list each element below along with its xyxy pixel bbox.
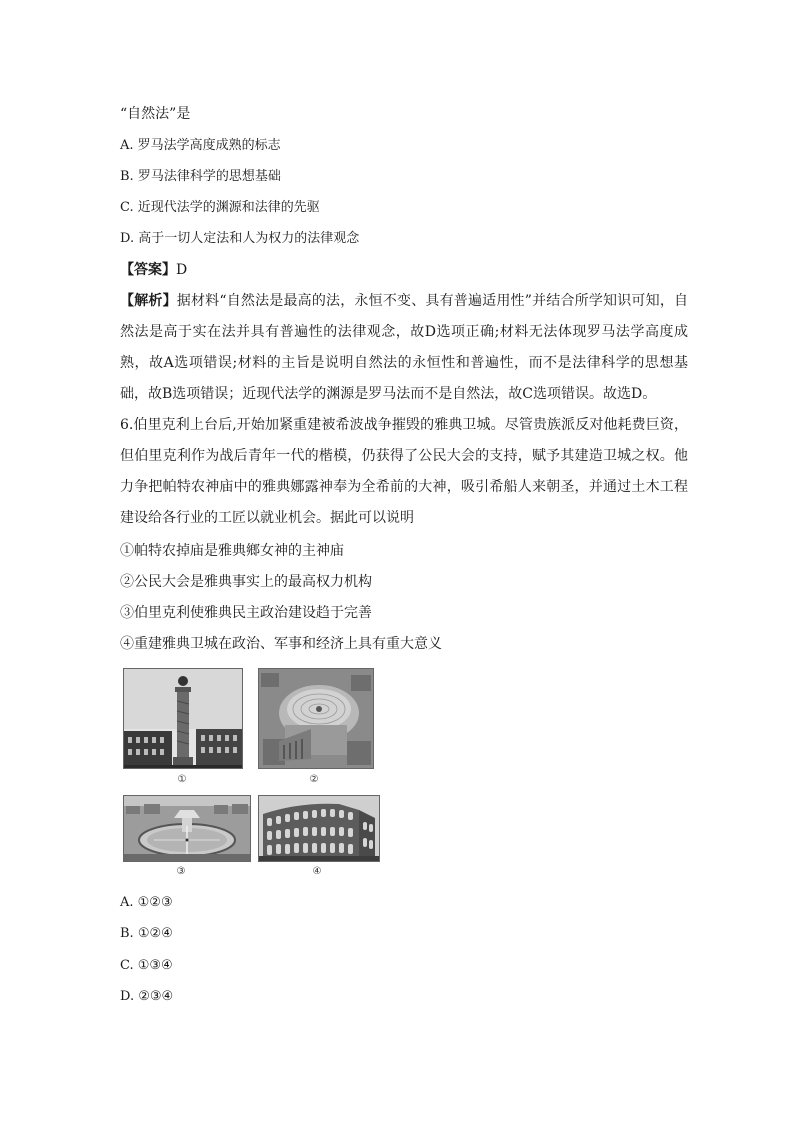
question5-option-b: B. 罗马法律科学的思想基础	[120, 169, 281, 184]
analysis-paragraph	[120, 286, 688, 410]
colosseum-illustration	[259, 796, 379, 861]
question6-option-b: B. ①②④	[120, 926, 173, 941]
pantheon-illustration	[259, 669, 373, 768]
column-illustration	[124, 669, 242, 768]
question5-stem-tail: “自然法”是	[120, 106, 191, 122]
colosseum-photo	[258, 795, 380, 862]
image-caption-2: ②	[309, 774, 319, 785]
pantheon-photo	[258, 668, 374, 769]
answer-value: D	[176, 262, 188, 278]
image-caption-4: ④	[312, 866, 322, 877]
question5-option-d: D. 高于一切人定法和人为权力的法律观念	[120, 231, 360, 246]
square-photo	[123, 795, 251, 862]
statement-2: ②公民大会是雅典事实上的最高权力机构	[120, 574, 372, 590]
question6-stem: 6.伯里克利上台后,开始加紧重建被希波战争摧毁的雅典卫城。尽管贵族派反对他耗费巨资，但伯里克利作为战后青年一代的楷模，仍获得了公民大会的支持，赋予其建造卫城之权。他力争把帕特农神庙中的雅典娜露神奉为全希前的大神，吸引希船人来朝圣，并通过土木工程建设给各行业的工匠以就业机会。据此可以说明	[120, 417, 688, 526]
statement-3: ③伯里克利使雅典民主政治建设趋于完善	[120, 605, 372, 621]
question5-option-a: A. 罗马法学高度成熟的标志	[120, 138, 281, 153]
analysis-text: 据材料“自然法是最高的法，永恒不变、具有普遍适用性”并结合所学知识可知，自然法是高于实在法并具有普遍性的法律观念，故D选项正确;材料无法体现罗马法学高度成熟，故A选项错误;材料的主旨是说明自然法的永恒性和普遍性，而不是法律科学的思想基础，故B选项错误；近现代法学的渊源是罗马法而不是自然法，故C选项错误。故选D。	[120, 293, 689, 402]
statement-4: ④重建雅典卫城在政治、军事和经济上具有重大意义	[120, 636, 442, 652]
image-caption-3: ③	[176, 866, 186, 877]
image-caption-1: ①	[177, 774, 187, 785]
analysis-label: 【解析】	[120, 293, 177, 309]
question6-option-c: C. ①③④	[120, 958, 173, 973]
column-photo	[123, 668, 243, 769]
answer-label: 【答案】	[120, 262, 176, 278]
answer-line	[120, 260, 680, 280]
statement-1: ①帕特农掉庙是雅典鄉女神的主神庙	[120, 543, 344, 559]
question6-option-a: A. ①②③	[120, 895, 173, 910]
square-illustration	[124, 796, 250, 861]
question5-option-c: C. 近现代法学的渊源和法律的先驱	[120, 200, 320, 215]
question6-option-d: D. ②③④	[120, 989, 174, 1004]
